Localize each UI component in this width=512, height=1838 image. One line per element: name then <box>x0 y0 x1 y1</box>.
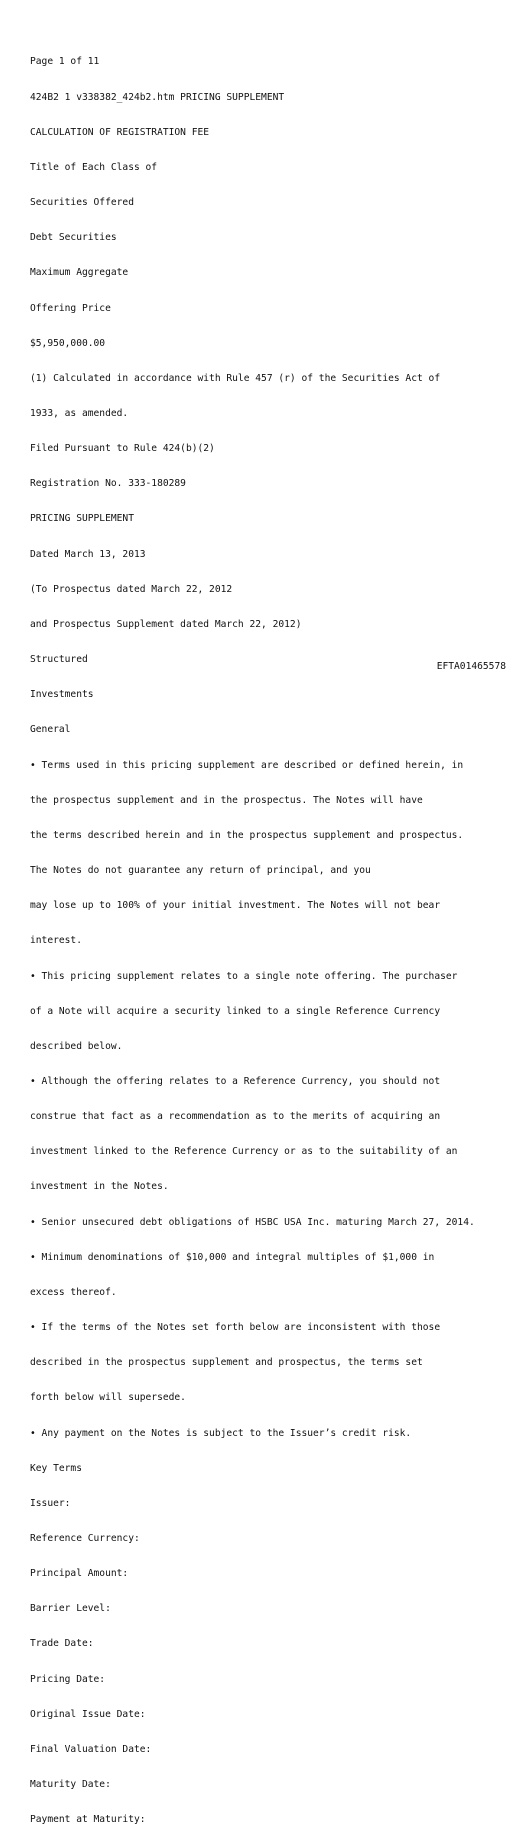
section-title: PRICING SUPPLEMENT <box>30 513 134 525</box>
key-term-label: Final Valuation Date: <box>30 1743 152 1755</box>
bullet-text: The Notes do not guarantee any return of principal, and you <box>30 865 371 877</box>
bullet-text: investment in the Notes. <box>30 1181 169 1193</box>
key-term-label: Reference Currency: <box>30 1533 140 1544</box>
fee-table-line: Offering Price <box>30 302 111 314</box>
prospectus-reference: and Prospectus Supplement dated March 22, 2012) <box>30 618 302 630</box>
fee-table-title: CALCULATION OF REGISTRATION FEE <box>30 126 210 138</box>
key-term-label: Barrier Level: <box>30 1603 111 1615</box>
dated-line: Dated March 13, 2013 <box>30 548 146 560</box>
fee-footnote: (1) Calculated in accordance with Rule 457 (r) of the Securities Act of <box>30 372 441 384</box>
key-term-label: Trade Date: <box>30 1638 94 1650</box>
key-term-label: Payment at Maturity: <box>30 1814 146 1826</box>
bullet-text: forth below will supersede. <box>30 1392 186 1404</box>
heading-line: Structured <box>30 654 88 666</box>
bullet-text: • Minimum denominations of $10,000 and integral multiples of $1,000 in <box>30 1251 435 1263</box>
document-body <box>30 33 508 1838</box>
fee-table-line: Maximum Aggregate <box>30 267 129 279</box>
fee-table-line: Securities Offered <box>30 197 134 209</box>
fee-table-line: Title of Each Class of <box>30 161 158 173</box>
prospectus-reference: (To Prospectus dated March 22, 2012 <box>30 583 233 595</box>
filing-header: 424B2 1 v338382_424b2.htm PRICING SUPPLEMENT <box>30 91 285 103</box>
bullet-text: • If the terms of the Notes set forth below are inconsistent with those <box>30 1322 441 1334</box>
bullet-text: construe that fact as a recommendation as to the merits of acquiring an <box>30 1111 441 1123</box>
bullet-text: described below. <box>30 1040 123 1052</box>
bullet-text: • Any payment on the Notes is subject to the Issuer’s credit risk. <box>30 1427 412 1439</box>
bullet-text: interest. <box>30 935 82 947</box>
key-term-label: Pricing Date: <box>30 1673 106 1685</box>
fee-table-line: Debt Securities <box>30 232 117 244</box>
registration-number: Registration No. 333-180289 <box>30 478 186 490</box>
offering-price: $5,950,000.00 <box>30 337 106 349</box>
bullet-text: • Although the offering relates to a Reference Currency, you should not <box>30 1075 441 1087</box>
page-indicator: Page 1 of 11 <box>30 56 100 68</box>
filing-rule: Filed Pursuant to Rule 424(b)(2) <box>30 443 215 455</box>
key-term-label: Maturity Date: <box>30 1779 111 1791</box>
bullet-text: • This pricing supplement relates to a single note offering. The purchaser <box>30 970 458 982</box>
bullet-text: the terms described herein and in the prospectus supplement and prospectus. <box>30 829 464 841</box>
bullet-text: may lose up to 100% of your initial investment. The Notes will not bear <box>30 900 441 912</box>
bullet-text: of a Note will acquire a security linked to a single Reference Currency <box>30 1005 441 1017</box>
heading-line: General <box>30 724 71 736</box>
document-id: EFTA01465578 <box>436 661 506 672</box>
key-term-label: Original Issue Date: <box>30 1708 146 1720</box>
bullet-text: excess thereof. <box>30 1286 117 1298</box>
key-term-label: Principal Amount: <box>30 1568 129 1580</box>
key-term-label: Issuer: <box>30 1497 71 1509</box>
fee-footnote: 1933, as amended. <box>30 408 129 419</box>
heading-line: Investments <box>30 689 94 701</box>
bullet-text: the prospectus supplement and in the prospectus. The Notes will have <box>30 794 423 806</box>
bullet-text: • Senior unsecured debt obligations of HSBC USA Inc. maturing March 27, 2014. <box>30 1216 475 1228</box>
bullet-text: described in the prospectus supplement and prospectus, the terms set <box>30 1357 423 1369</box>
bullet-text: • Terms used in this pricing supplement are described or defined herein, in <box>30 759 464 771</box>
key-terms-heading: Key Terms <box>30 1462 82 1474</box>
bullet-text: investment linked to the Reference Currency or as to the suitability of an <box>30 1146 458 1158</box>
